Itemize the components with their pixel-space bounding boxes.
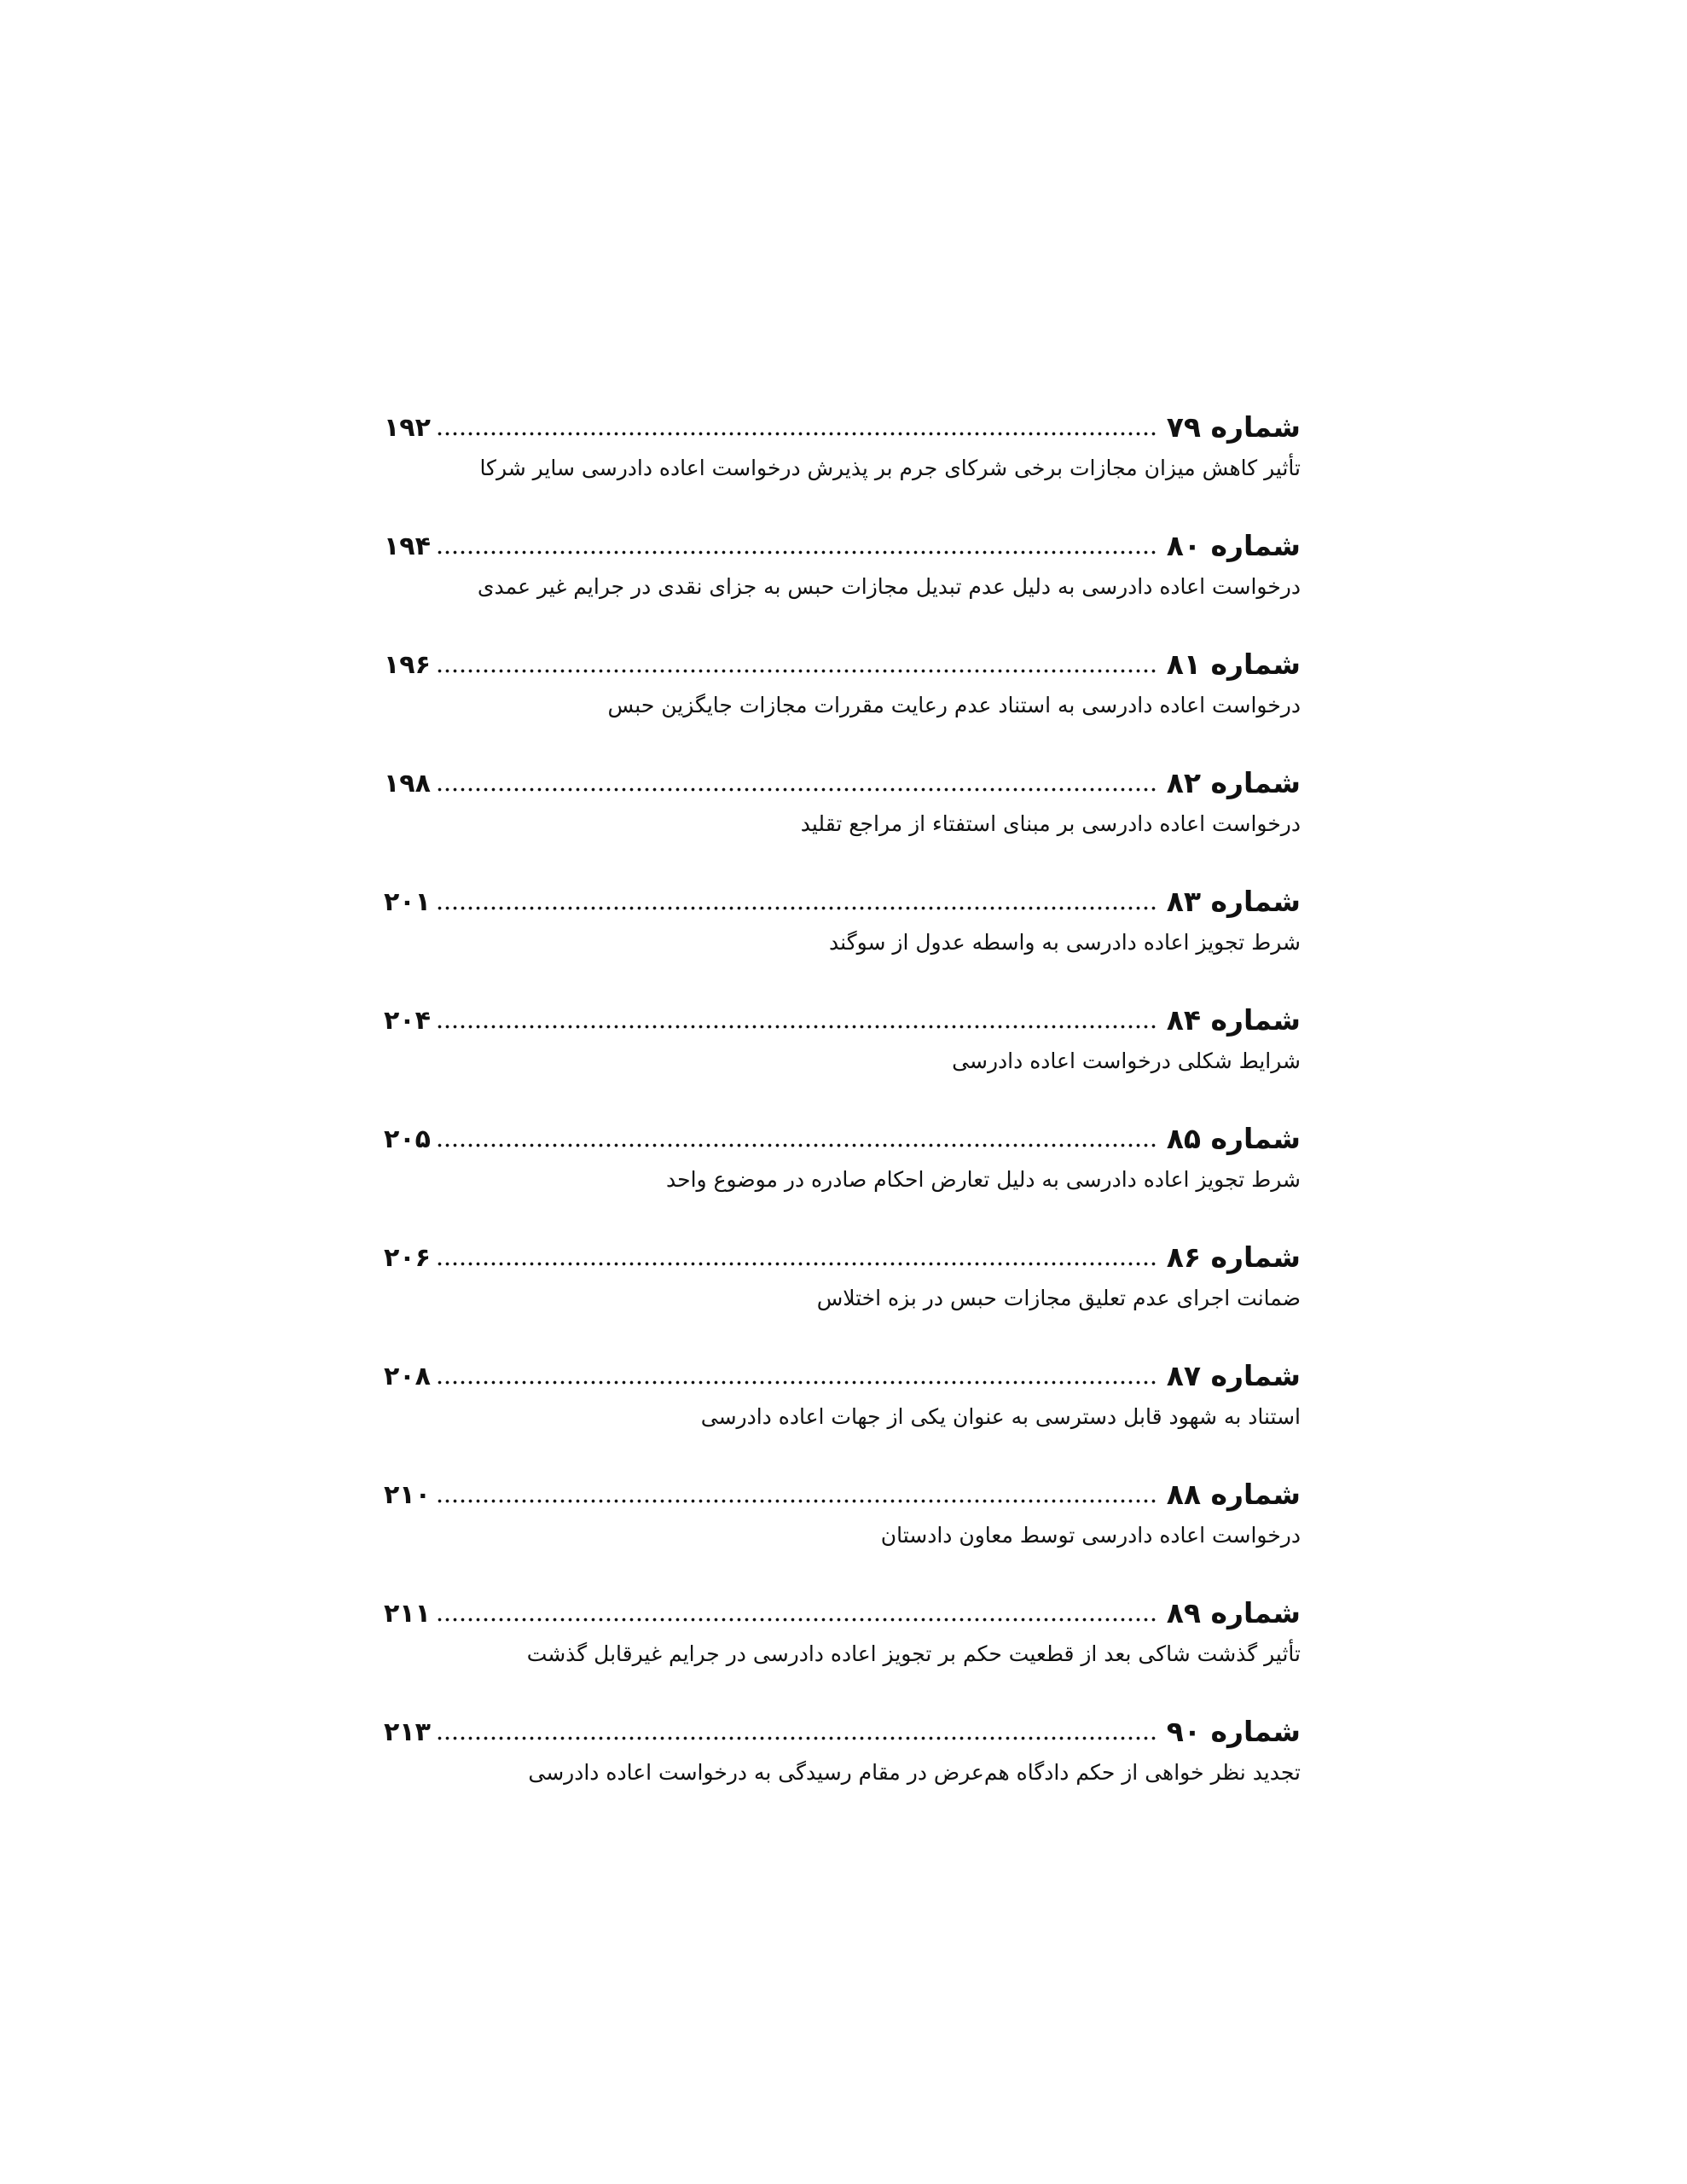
dot-leader: [436, 1716, 1158, 1742]
toc-entry: [384, 1100, 1301, 1218]
toc-page-number: ۲۰۵: [384, 1124, 431, 1154]
dot-leader: [436, 1598, 1158, 1623]
dot-leader: [436, 1124, 1158, 1149]
toc-entry-title: شرط تجویز اعاده دادرسی به دلیل تعارض احکام صادره در موضوع واحد: [666, 1167, 1301, 1192]
toc-entry: [384, 1337, 1301, 1455]
toc-entry-heading: [384, 744, 1301, 797]
toc-page-number: ۲۱۳: [384, 1717, 431, 1747]
toc-entry-number: شماره ۸۸: [1166, 1478, 1301, 1511]
toc-entry-title: شرایط شکلی درخواست اعاده دادرسی: [952, 1048, 1301, 1073]
toc-entry-heading: [384, 1100, 1301, 1153]
toc-entry-heading: [384, 1218, 1301, 1274]
dot-leader: [436, 1005, 1158, 1031]
toc-entry-title: درخواست اعاده دادرسی بر مبنای استفتاء از مراجع تقلید: [800, 811, 1301, 836]
dot-leader: [436, 768, 1158, 793]
toc-page-number: ۲۰۱: [384, 887, 431, 917]
dot-leader: [436, 649, 1158, 675]
dot-leader: [436, 531, 1158, 556]
toc-page-number: ۱۹۸: [384, 769, 431, 799]
toc-entry-heading: [384, 981, 1301, 1037]
toc-entry: [384, 1455, 1301, 1574]
toc-entry-number: شماره ۸۵: [1166, 1122, 1301, 1155]
toc-entry-number: شماره ۹۰: [1166, 1715, 1301, 1748]
dot-leader: [436, 1479, 1158, 1505]
toc-entry-heading: [384, 863, 1301, 918]
toc-entry-title: تأثیر کاهش میزان مجازات برخی شرکای جرم بر پذیرش درخواست اعاده دادرسی سایر شرکا: [479, 456, 1301, 480]
toc-entry: [384, 507, 1301, 625]
toc-page-number: ۲۱۱: [384, 1599, 431, 1629]
toc-entry-title: ضمانت اجرای عدم تعلیق مجازات حبس در بزه اختلاس: [816, 1286, 1301, 1310]
toc-entry: [384, 388, 1301, 507]
toc-entry-heading: [384, 1574, 1301, 1627]
toc-entry-number: شماره ۸۲: [1166, 766, 1301, 799]
toc-entry: [384, 1574, 1301, 1693]
toc-page-number: ۲۱۰: [384, 1480, 431, 1510]
toc-entry: [384, 625, 1301, 744]
dot-leader: [436, 1242, 1158, 1268]
dot-leader: [436, 1361, 1158, 1386]
dot-leader: [436, 886, 1158, 912]
toc-entry-number: شماره ۸۳: [1166, 885, 1301, 918]
toc-entry-title: درخواست اعاده دادرسی توسط معاون دادستان: [880, 1523, 1301, 1548]
toc-page-number: ۱۹۴: [384, 531, 431, 561]
toc-entry-title: استناد به شهود قابل دسترسی به عنوان یکی از جهات اعاده دادرسی: [700, 1404, 1301, 1429]
toc-entry-heading: [384, 1337, 1301, 1390]
toc-entry-heading: [384, 1455, 1301, 1511]
toc-entry-number: شماره ۷۹: [1166, 410, 1301, 444]
toc-entry: [384, 1218, 1301, 1337]
toc-entry: [384, 744, 1301, 863]
toc-page-number: ۱۹۲: [384, 413, 431, 443]
toc-entry: [384, 981, 1301, 1100]
toc-page-number: ۲۰۶: [384, 1243, 431, 1273]
toc-entry-title: درخواست اعاده دادرسی به استناد عدم رعایت مقررات مجازات جایگزین حبس: [607, 693, 1301, 717]
toc-entry: [384, 1693, 1301, 1811]
toc-page-number: ۱۹۶: [384, 650, 431, 680]
toc-entry: [384, 863, 1301, 981]
toc-entry-number: شماره ۸۴: [1166, 1003, 1301, 1037]
toc-entry-heading: [384, 388, 1301, 444]
toc-entry-title: شرط تجویز اعاده دادرسی به واسطه عدول از سوگند: [829, 930, 1301, 955]
dot-leader: [436, 412, 1158, 438]
toc-page-number: ۲۰۴: [384, 1006, 431, 1036]
toc-entry-title: درخواست اعاده دادرسی به دلیل عدم تبدیل مجازات حبس به جزای نقدی در جرایم غیر عمدی: [477, 574, 1301, 599]
toc-entry-number: شماره ۸۱: [1166, 648, 1301, 681]
toc-entry-number: شماره ۸۹: [1166, 1596, 1301, 1629]
table-of-contents: [384, 388, 1301, 1811]
toc-entry-number: شماره ۸۶: [1166, 1240, 1301, 1274]
toc-entry-title: تجدید نظر خواهی از حکم دادگاه هم‌عرض در مقام رسیدگی به درخواست اعاده دادرسی: [528, 1760, 1301, 1785]
toc-entry-heading: [384, 625, 1301, 681]
toc-entry-title: تأثیر گذشت شاکی بعد از قطعیت حکم بر تجویز اعاده دادرسی در جرایم غیرقابل گذشت: [526, 1641, 1301, 1666]
toc-entry-number: شماره ۸۰: [1166, 529, 1301, 562]
toc-entry-heading: [384, 1693, 1301, 1748]
toc-entry-number: شماره ۸۷: [1166, 1359, 1301, 1392]
toc-entry-heading: [384, 507, 1301, 560]
toc-page-number: ۲۰۸: [384, 1362, 431, 1391]
